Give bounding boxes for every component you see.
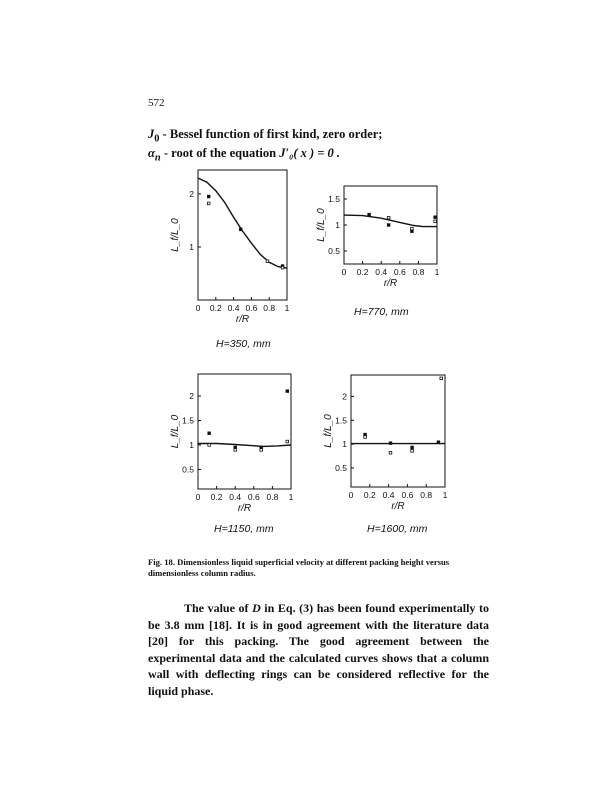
x-tick-label: 1: [434, 267, 440, 277]
x-tick-label: 0.4: [229, 492, 242, 502]
y-tick-label: 0.5: [328, 246, 340, 256]
x-tick-label: 0.8: [266, 492, 279, 502]
y-tick-label: 0.5: [335, 462, 347, 473]
root-equation: J′₀( x ) = 0 .: [279, 146, 341, 160]
x-tick-label: 0: [348, 490, 354, 500]
x-tick-label: 1: [442, 490, 448, 500]
x-tick-label: 0.2: [363, 490, 376, 500]
y-axis-label: L_f/L_0: [323, 414, 334, 448]
x-tick-label: 0.8: [412, 267, 425, 277]
data-point: [389, 451, 392, 454]
plot-frame: [351, 375, 445, 487]
chart-h1150-title: H=1150, mm: [214, 523, 274, 535]
x-tick-label: 0.6: [393, 267, 406, 277]
alpha-symbol: α: [148, 146, 155, 160]
x-tick-label: 0: [195, 492, 201, 502]
page-number: 572: [148, 97, 165, 109]
x-axis-label: r/R: [383, 278, 398, 289]
y-tick-label: 1: [189, 241, 194, 252]
x-tick-label: 0.6: [401, 490, 414, 500]
x-tick-label: 0.2: [209, 303, 222, 313]
x-tick-label: 1: [284, 303, 290, 313]
bessel-text: - Bessel function of first kind, zero order;: [159, 127, 383, 141]
x-tick-label: 0.6: [247, 492, 260, 502]
x-tick-label: 0: [341, 267, 347, 277]
chart-h770-title: H=770, mm: [354, 306, 409, 318]
bessel-symbol: J: [148, 127, 155, 141]
chart-h350-title: H=350, mm: [216, 338, 271, 350]
chart-h1600-title: H=1600, mm: [367, 523, 428, 535]
y-tick-label: 1.5: [335, 415, 347, 426]
y-tick-label: 1: [342, 439, 347, 450]
x-axis-label: r/R: [391, 501, 405, 512]
x-tick-label: 0: [195, 303, 201, 313]
y-tick-label: 0.5: [182, 464, 194, 475]
y-tick-label: 2: [189, 188, 194, 199]
para-part1: The value of: [184, 601, 253, 615]
y-tick-label: 2: [342, 391, 347, 402]
x-tick-label: 0.8: [263, 303, 276, 313]
y-axis-label: L_f/L_0: [170, 414, 181, 449]
x-tick-label: 0.4: [227, 303, 240, 313]
x-axis-label: r/R: [235, 314, 250, 325]
data-point: [364, 436, 367, 439]
x-tick-label: 0.2: [356, 267, 369, 277]
y-axis-label: L_f/L_0: [316, 208, 327, 242]
x-tick-label: 1: [288, 492, 294, 502]
para-var: D: [252, 601, 261, 615]
x-tick-label: 0.4: [375, 267, 388, 277]
x-tick-label: 0.2: [210, 492, 223, 502]
bessel-subscript: 0: [154, 133, 160, 145]
data-point: [411, 446, 414, 449]
root-text: - root of the equation: [160, 146, 280, 160]
alpha-subscript: n: [154, 152, 161, 164]
x-tick-label: 0.8: [420, 490, 433, 500]
data-point: [440, 377, 443, 380]
y-tick-label: 2: [189, 391, 194, 402]
para-part2: in Eq. (3) has been found experimentally to be 3.8 mm [18]. It is in good agreement with the literature data [20] for this packing. The good agreement between the experimental data and the calculated curves shows that a column wall with deflecting rings can be considered reflective for the liquid phase.: [148, 601, 489, 698]
x-axis-label: r/R: [237, 503, 252, 514]
body-paragraph: [148, 600, 489, 699]
y-tick-label: 1: [335, 220, 340, 230]
data-point: [411, 449, 414, 452]
y-tick-label: 1.5: [328, 194, 340, 204]
x-tick-label: 0.6: [245, 303, 258, 313]
x-tick-label: 0.4: [382, 490, 395, 500]
figure-caption: Fig. 18. Dimensionless liquid superficial velocity at different packing height versus dimensionless column radius.: [148, 557, 450, 578]
data-point: [389, 442, 392, 445]
y-axis-label: L_f/L_0: [170, 218, 181, 252]
data-point: [437, 441, 440, 444]
y-tick-label: 1.5: [182, 415, 194, 426]
y-tick-label: 1: [189, 439, 194, 450]
